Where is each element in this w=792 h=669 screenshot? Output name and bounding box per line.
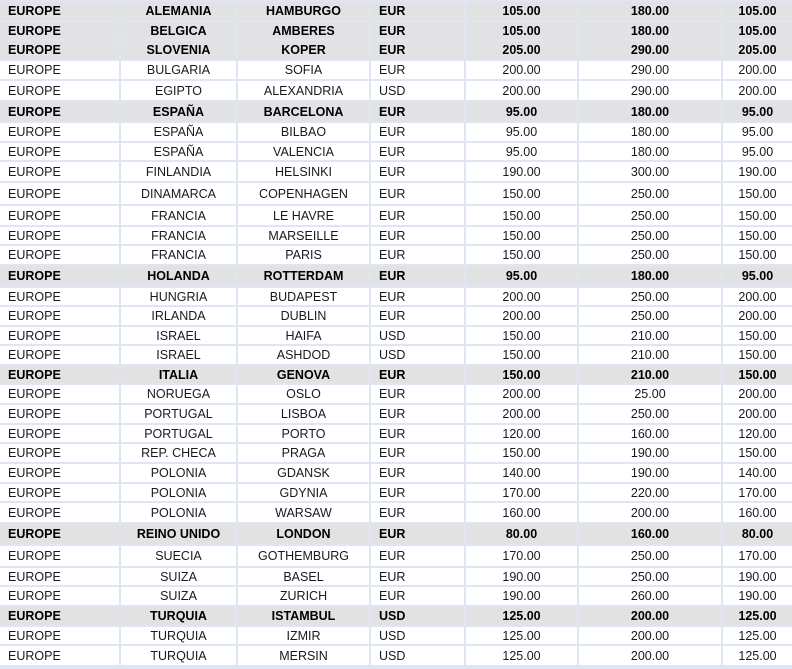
rate-2-cell: 210.00	[579, 346, 721, 364]
country-cell: POLONIA	[121, 503, 236, 522]
country-cell: FRANCIA	[121, 246, 236, 264]
rate-3-cell: 95.00	[723, 266, 792, 286]
region-cell: EUROPE	[0, 162, 119, 181]
port-cell: COPENHAGEN	[238, 183, 369, 204]
rate-2-cell: 180.00	[579, 143, 721, 160]
region-cell: EUROPE	[0, 524, 119, 544]
region-cell: EUROPE	[0, 246, 119, 264]
port-cell: KOPER	[238, 41, 369, 59]
table-row	[0, 123, 792, 143]
rate-3-cell: 200.00	[723, 385, 792, 403]
rate-2-cell: 180.00	[579, 2, 721, 20]
region-cell: EUROPE	[0, 102, 119, 121]
table-row	[0, 546, 792, 568]
country-cell: IRLANDA	[121, 307, 236, 325]
currency-cell: EUR	[371, 307, 464, 325]
rate-3-cell: 105.00	[723, 22, 792, 39]
currency-cell: EUR	[371, 22, 464, 39]
table-row	[0, 143, 792, 162]
rate-1-cell: 125.00	[466, 607, 577, 625]
rate-2-cell: 190.00	[579, 444, 721, 462]
currency-cell: EUR	[371, 546, 464, 566]
port-cell: ASHDOD	[238, 346, 369, 364]
rate-1-cell: 200.00	[466, 81, 577, 100]
rate-3-cell: 95.00	[723, 143, 792, 160]
rate-1-cell: 190.00	[466, 162, 577, 181]
rate-2-cell: 300.00	[579, 162, 721, 181]
rate-1-cell: 200.00	[466, 405, 577, 423]
region-cell: EUROPE	[0, 327, 119, 344]
table-row	[0, 607, 792, 627]
port-cell: DUBLIN	[238, 307, 369, 325]
country-cell: SUIZA	[121, 568, 236, 585]
rate-1-cell: 125.00	[466, 646, 577, 665]
country-cell: SUECIA	[121, 546, 236, 566]
country-cell: PORTUGAL	[121, 405, 236, 423]
rate-1-cell: 160.00	[466, 503, 577, 522]
region-cell: EUROPE	[0, 607, 119, 625]
country-cell: REP. CHECA	[121, 444, 236, 462]
region-cell: EUROPE	[0, 22, 119, 39]
rate-3-cell: 200.00	[723, 307, 792, 325]
country-cell: ISRAEL	[121, 346, 236, 364]
rate-2-cell: 180.00	[579, 22, 721, 39]
region-cell: EUROPE	[0, 646, 119, 665]
port-cell: HAIFA	[238, 327, 369, 344]
country-cell: FRANCIA	[121, 227, 236, 244]
port-cell: BILBAO	[238, 123, 369, 141]
port-cell: GDANSK	[238, 464, 369, 482]
table-row	[0, 227, 792, 246]
rate-1-cell: 190.00	[466, 587, 577, 605]
rate-1-cell: 150.00	[466, 206, 577, 225]
region-cell: EUROPE	[0, 123, 119, 141]
region-cell: EUROPE	[0, 81, 119, 100]
table-row	[0, 327, 792, 346]
country-cell: ITALIA	[121, 366, 236, 383]
rate-1-cell: 125.00	[466, 627, 577, 644]
rate-3-cell: 80.00	[723, 524, 792, 544]
currency-cell: USD	[371, 646, 464, 665]
currency-cell: EUR	[371, 41, 464, 59]
port-cell: WARSAW	[238, 503, 369, 522]
rate-3-cell: 200.00	[723, 405, 792, 423]
port-cell: PORTO	[238, 425, 369, 442]
table-row	[0, 41, 792, 61]
country-cell: ESPAÑA	[121, 123, 236, 141]
currency-cell: EUR	[371, 484, 464, 501]
rate-3-cell: 95.00	[723, 102, 792, 121]
table-row	[0, 183, 792, 206]
country-cell: TURQUIA	[121, 607, 236, 625]
port-cell: BUDAPEST	[238, 288, 369, 305]
port-cell: SOFIA	[238, 61, 369, 79]
table-row	[0, 102, 792, 123]
rate-3-cell: 205.00	[723, 41, 792, 59]
rate-2-cell: 290.00	[579, 81, 721, 100]
region-cell: EUROPE	[0, 587, 119, 605]
rate-1-cell: 150.00	[466, 366, 577, 383]
rate-2-cell: 200.00	[579, 503, 721, 522]
currency-cell: USD	[371, 81, 464, 100]
rate-2-cell: 25.00	[579, 385, 721, 403]
country-cell: BULGARIA	[121, 61, 236, 79]
port-cell: BASEL	[238, 568, 369, 585]
rate-3-cell: 170.00	[723, 484, 792, 501]
rate-2-cell: 200.00	[579, 607, 721, 625]
currency-cell: EUR	[371, 385, 464, 403]
country-cell: POLONIA	[121, 484, 236, 501]
rate-2-cell: 210.00	[579, 327, 721, 344]
rate-2-cell: 250.00	[579, 546, 721, 566]
port-cell: GOTHEMBURG	[238, 546, 369, 566]
port-cell: ZURICH	[238, 587, 369, 605]
port-cell: HAMBURGO	[238, 2, 369, 20]
currency-cell: EUR	[371, 266, 464, 286]
rate-3-cell: 95.00	[723, 123, 792, 141]
table-row	[0, 206, 792, 227]
port-cell: GENOVA	[238, 366, 369, 383]
region-cell: EUROPE	[0, 227, 119, 244]
port-cell: OSLO	[238, 385, 369, 403]
rate-1-cell: 105.00	[466, 2, 577, 20]
region-cell: EUROPE	[0, 405, 119, 423]
rate-2-cell: 190.00	[579, 464, 721, 482]
rate-2-cell: 290.00	[579, 61, 721, 79]
rate-3-cell: 150.00	[723, 183, 792, 204]
country-cell: PORTUGAL	[121, 425, 236, 442]
currency-cell: EUR	[371, 366, 464, 383]
rate-1-cell: 200.00	[466, 385, 577, 403]
currency-cell: EUR	[371, 123, 464, 141]
region-cell: EUROPE	[0, 546, 119, 566]
rate-2-cell: 290.00	[579, 41, 721, 59]
currency-cell: EUR	[371, 61, 464, 79]
country-cell: TURQUIA	[121, 627, 236, 644]
port-cell: IZMIR	[238, 627, 369, 644]
table-row	[0, 464, 792, 484]
country-cell: SLOVENIA	[121, 41, 236, 59]
rate-3-cell: 190.00	[723, 568, 792, 585]
rate-2-cell: 260.00	[579, 587, 721, 605]
table-row	[0, 627, 792, 646]
port-cell: AMBERES	[238, 22, 369, 39]
table-row	[0, 405, 792, 425]
currency-cell: EUR	[371, 246, 464, 264]
rate-2-cell: 250.00	[579, 227, 721, 244]
rate-3-cell: 150.00	[723, 206, 792, 225]
currency-cell: EUR	[371, 183, 464, 204]
table-row	[0, 22, 792, 41]
table-row	[0, 288, 792, 307]
rate-1-cell: 105.00	[466, 22, 577, 39]
currency-cell: EUR	[371, 162, 464, 181]
rate-1-cell: 95.00	[466, 102, 577, 121]
port-cell: MERSIN	[238, 646, 369, 665]
rate-1-cell: 200.00	[466, 307, 577, 325]
currency-cell: EUR	[371, 206, 464, 225]
region-cell: EUROPE	[0, 266, 119, 286]
rate-1-cell: 140.00	[466, 464, 577, 482]
table-row	[0, 646, 792, 667]
rate-1-cell: 150.00	[466, 444, 577, 462]
currency-cell: EUR	[371, 143, 464, 160]
rate-1-cell: 170.00	[466, 484, 577, 501]
rate-3-cell: 160.00	[723, 503, 792, 522]
rate-2-cell: 160.00	[579, 425, 721, 442]
table-row	[0, 524, 792, 546]
table-row	[0, 2, 792, 22]
country-cell: NORUEGA	[121, 385, 236, 403]
table-row	[0, 444, 792, 464]
rate-1-cell: 150.00	[466, 346, 577, 364]
currency-cell: EUR	[371, 405, 464, 423]
currency-cell: EUR	[371, 425, 464, 442]
region-cell: EUROPE	[0, 385, 119, 403]
country-cell: HUNGRIA	[121, 288, 236, 305]
rate-1-cell: 150.00	[466, 327, 577, 344]
rate-1-cell: 95.00	[466, 266, 577, 286]
currency-cell: EUR	[371, 227, 464, 244]
rate-3-cell: 150.00	[723, 366, 792, 383]
rate-1-cell: 205.00	[466, 41, 577, 59]
rate-1-cell: 95.00	[466, 143, 577, 160]
currency-cell: EUR	[371, 503, 464, 522]
country-cell: DINAMARCA	[121, 183, 236, 204]
table-row	[0, 346, 792, 366]
currency-cell: EUR	[371, 587, 464, 605]
port-cell: LISBOA	[238, 405, 369, 423]
region-cell: EUROPE	[0, 346, 119, 364]
rate-3-cell: 140.00	[723, 464, 792, 482]
country-cell: BELGICA	[121, 22, 236, 39]
currency-cell: USD	[371, 607, 464, 625]
region-cell: EUROPE	[0, 484, 119, 501]
rate-1-cell: 80.00	[466, 524, 577, 544]
region-cell: EUROPE	[0, 41, 119, 59]
rate-2-cell: 220.00	[579, 484, 721, 501]
currency-cell: EUR	[371, 102, 464, 121]
rate-2-cell: 250.00	[579, 183, 721, 204]
region-cell: EUROPE	[0, 61, 119, 79]
country-cell: ISRAEL	[121, 327, 236, 344]
region-cell: EUROPE	[0, 568, 119, 585]
rate-3-cell: 190.00	[723, 162, 792, 181]
rate-3-cell: 125.00	[723, 607, 792, 625]
currency-cell: EUR	[371, 288, 464, 305]
table-row	[0, 425, 792, 444]
rate-2-cell: 200.00	[579, 646, 721, 665]
region-cell: EUROPE	[0, 366, 119, 383]
rate-3-cell: 200.00	[723, 81, 792, 100]
table-row	[0, 61, 792, 81]
currency-cell: USD	[371, 627, 464, 644]
country-cell: FINLANDIA	[121, 162, 236, 181]
country-cell: EGIPTO	[121, 81, 236, 100]
port-cell: GDYNIA	[238, 484, 369, 501]
table-row	[0, 366, 792, 385]
country-cell: POLONIA	[121, 464, 236, 482]
port-cell: ISTAMBUL	[238, 607, 369, 625]
rate-3-cell: 150.00	[723, 346, 792, 364]
currency-cell: EUR	[371, 2, 464, 20]
region-cell: EUROPE	[0, 288, 119, 305]
port-cell: VALENCIA	[238, 143, 369, 160]
region-cell: EUROPE	[0, 425, 119, 442]
port-cell: BARCELONA	[238, 102, 369, 121]
port-cell: ALEXANDRIA	[238, 81, 369, 100]
currency-cell: USD	[371, 346, 464, 364]
country-cell: REINO UNIDO	[121, 524, 236, 544]
rate-2-cell: 250.00	[579, 405, 721, 423]
rate-2-cell: 200.00	[579, 627, 721, 644]
currency-cell: EUR	[371, 524, 464, 544]
currency-cell: USD	[371, 327, 464, 344]
rate-2-cell: 160.00	[579, 524, 721, 544]
rate-1-cell: 150.00	[466, 227, 577, 244]
rate-1-cell: 190.00	[466, 568, 577, 585]
region-cell: EUROPE	[0, 627, 119, 644]
rate-3-cell: 125.00	[723, 627, 792, 644]
country-cell: TURQUIA	[121, 646, 236, 665]
port-cell: ROTTERDAM	[238, 266, 369, 286]
country-cell: HOLANDA	[121, 266, 236, 286]
currency-cell: EUR	[371, 568, 464, 585]
rate-3-cell: 150.00	[723, 227, 792, 244]
port-cell: PARIS	[238, 246, 369, 264]
currency-cell: EUR	[371, 444, 464, 462]
rate-2-cell: 180.00	[579, 123, 721, 141]
rate-2-cell: 180.00	[579, 266, 721, 286]
port-cell: LONDON	[238, 524, 369, 544]
rate-1-cell: 120.00	[466, 425, 577, 442]
table-row	[0, 266, 792, 288]
rate-2-cell: 180.00	[579, 102, 721, 121]
rate-3-cell: 120.00	[723, 425, 792, 442]
region-cell: EUROPE	[0, 503, 119, 522]
table-row	[0, 503, 792, 524]
table-row	[0, 307, 792, 327]
port-cell: LE HAVRE	[238, 206, 369, 225]
rate-3-cell: 190.00	[723, 587, 792, 605]
region-cell: EUROPE	[0, 444, 119, 462]
region-cell: EUROPE	[0, 206, 119, 225]
port-cell: MARSEILLE	[238, 227, 369, 244]
rate-2-cell: 210.00	[579, 366, 721, 383]
country-cell: SUIZA	[121, 587, 236, 605]
rate-2-cell: 250.00	[579, 288, 721, 305]
table-row	[0, 246, 792, 266]
region-cell: EUROPE	[0, 2, 119, 20]
region-cell: EUROPE	[0, 183, 119, 204]
rate-2-cell: 250.00	[579, 206, 721, 225]
port-cell: HELSINKI	[238, 162, 369, 181]
table-row	[0, 568, 792, 587]
table-row	[0, 81, 792, 102]
rate-3-cell: 105.00	[723, 2, 792, 20]
region-cell: EUROPE	[0, 307, 119, 325]
rate-3-cell: 150.00	[723, 327, 792, 344]
rate-3-cell: 170.00	[723, 546, 792, 566]
rate-3-cell: 150.00	[723, 444, 792, 462]
rate-1-cell: 150.00	[466, 183, 577, 204]
country-cell: ALEMANIA	[121, 2, 236, 20]
country-cell: FRANCIA	[121, 206, 236, 225]
rate-3-cell: 125.00	[723, 646, 792, 665]
table-row	[0, 484, 792, 503]
rate-2-cell: 250.00	[579, 568, 721, 585]
rate-1-cell: 150.00	[466, 246, 577, 264]
rate-1-cell: 200.00	[466, 61, 577, 79]
country-cell: ESPAÑA	[121, 143, 236, 160]
rate-1-cell: 200.00	[466, 288, 577, 305]
rate-3-cell: 200.00	[723, 288, 792, 305]
rate-2-cell: 250.00	[579, 246, 721, 264]
country-cell: ESPAÑA	[121, 102, 236, 121]
port-cell: PRAGA	[238, 444, 369, 462]
rate-3-cell: 150.00	[723, 246, 792, 264]
table-row	[0, 385, 792, 405]
rate-2-cell: 250.00	[579, 307, 721, 325]
rate-1-cell: 95.00	[466, 123, 577, 141]
table-row	[0, 162, 792, 183]
currency-cell: EUR	[371, 464, 464, 482]
table-row	[0, 587, 792, 607]
region-cell: EUROPE	[0, 143, 119, 160]
region-cell: EUROPE	[0, 464, 119, 482]
rate-3-cell: 200.00	[723, 61, 792, 79]
rate-1-cell: 170.00	[466, 546, 577, 566]
